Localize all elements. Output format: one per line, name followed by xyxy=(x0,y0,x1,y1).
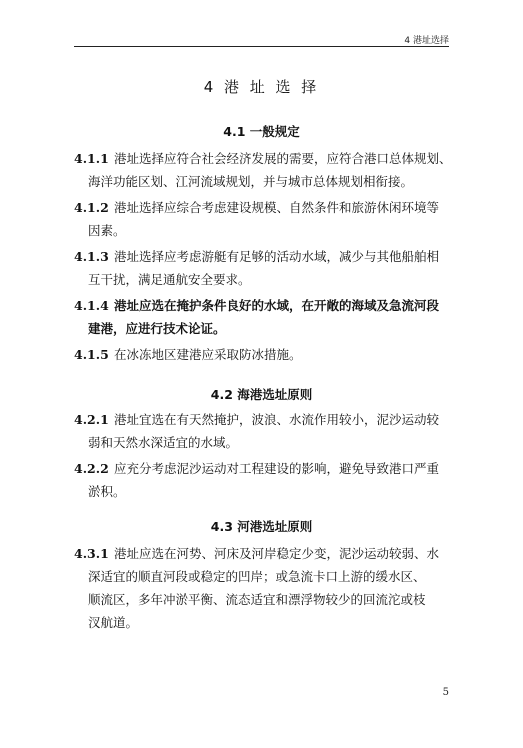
clause-line: 因素。 xyxy=(88,223,126,238)
clause-line: 淤积。 xyxy=(88,484,126,499)
clause-number: 4.1.2 xyxy=(74,200,109,215)
clause-line: 港址应选在掩护条件良好的水域，在开敞的海域及急流河段 xyxy=(114,298,440,313)
clause-number: 4.3.1 xyxy=(74,546,109,561)
clause-4-1-5 xyxy=(74,343,458,366)
clause-line: 弱和天然水深适宜的水域。 xyxy=(88,435,239,450)
clause-line: 海洋功能区划、江河流域规划，并与城市总体规划相衔接。 xyxy=(88,174,414,189)
page-number: 5 xyxy=(442,687,449,698)
header-rule xyxy=(74,46,449,47)
clause-line: 港址应选在河势、河床及河岸稳定少变，泥沙运动较弱、水 xyxy=(114,546,440,561)
clause-4-2-1 xyxy=(74,408,458,454)
clause-number: 4.1.3 xyxy=(74,249,109,264)
clause-line: 在冰冻地区建港应采取防冰措施。 xyxy=(114,347,302,362)
clause-4-1-1 xyxy=(74,147,458,193)
clause-4-2-2 xyxy=(74,457,458,503)
clause-line: 顺流区，多年冲淤平衡、流态适宜和漂浮物较少的回流沱或枝 xyxy=(88,592,426,607)
clause-number: 4.1.5 xyxy=(74,347,109,362)
clause-number: 4.2.1 xyxy=(74,412,109,427)
clause-number: 4.1.1 xyxy=(74,151,109,166)
clause-line: 港址宜选在有天然掩护，波浪、水流作用较小，泥沙运动较 xyxy=(114,412,440,427)
clause-line: 深适宜的顺直河段或稳定的凹岸；或急流卡口上游的缓水区、 xyxy=(88,569,426,584)
chapter-title: 4 港 址 选 择 xyxy=(203,78,320,96)
clause-4-3-1 xyxy=(74,542,458,634)
clause-line: 汊航道。 xyxy=(88,615,139,630)
clause-line: 应充分考虑泥沙运动对工程建设的影响，避免导致港口严重 xyxy=(114,461,440,476)
clause-line: 互干扰，满足通航安全要求。 xyxy=(88,272,251,287)
clause-line: 港址选择应符合社会经济发展的需要，应符合港口总体规划、 xyxy=(114,151,452,166)
clause-4-1-4 xyxy=(74,294,458,340)
clause-4-1-2 xyxy=(74,196,458,242)
clause-4-1-3 xyxy=(74,245,458,291)
section-title-4-2: 4.2 海港选址原则 xyxy=(210,387,313,402)
clause-number: 4.1.4 xyxy=(74,298,109,313)
clause-line: 建港，应进行技术论证。 xyxy=(88,321,226,336)
clause-line: 港址选择应综合考虑建设规模、自然条件和旅游休闲环境等 xyxy=(114,200,440,215)
clause-line: 港址选择应考虑游艇有足够的活动水域，减少与其他船舶相 xyxy=(114,249,440,264)
section-title-4-1: 4.1 一般规定 xyxy=(223,124,300,139)
clause-number: 4.2.2 xyxy=(74,461,109,476)
section-title-4-3: 4.3 河港选址原则 xyxy=(210,519,313,534)
running-head: 4 港址选择 xyxy=(404,36,449,46)
